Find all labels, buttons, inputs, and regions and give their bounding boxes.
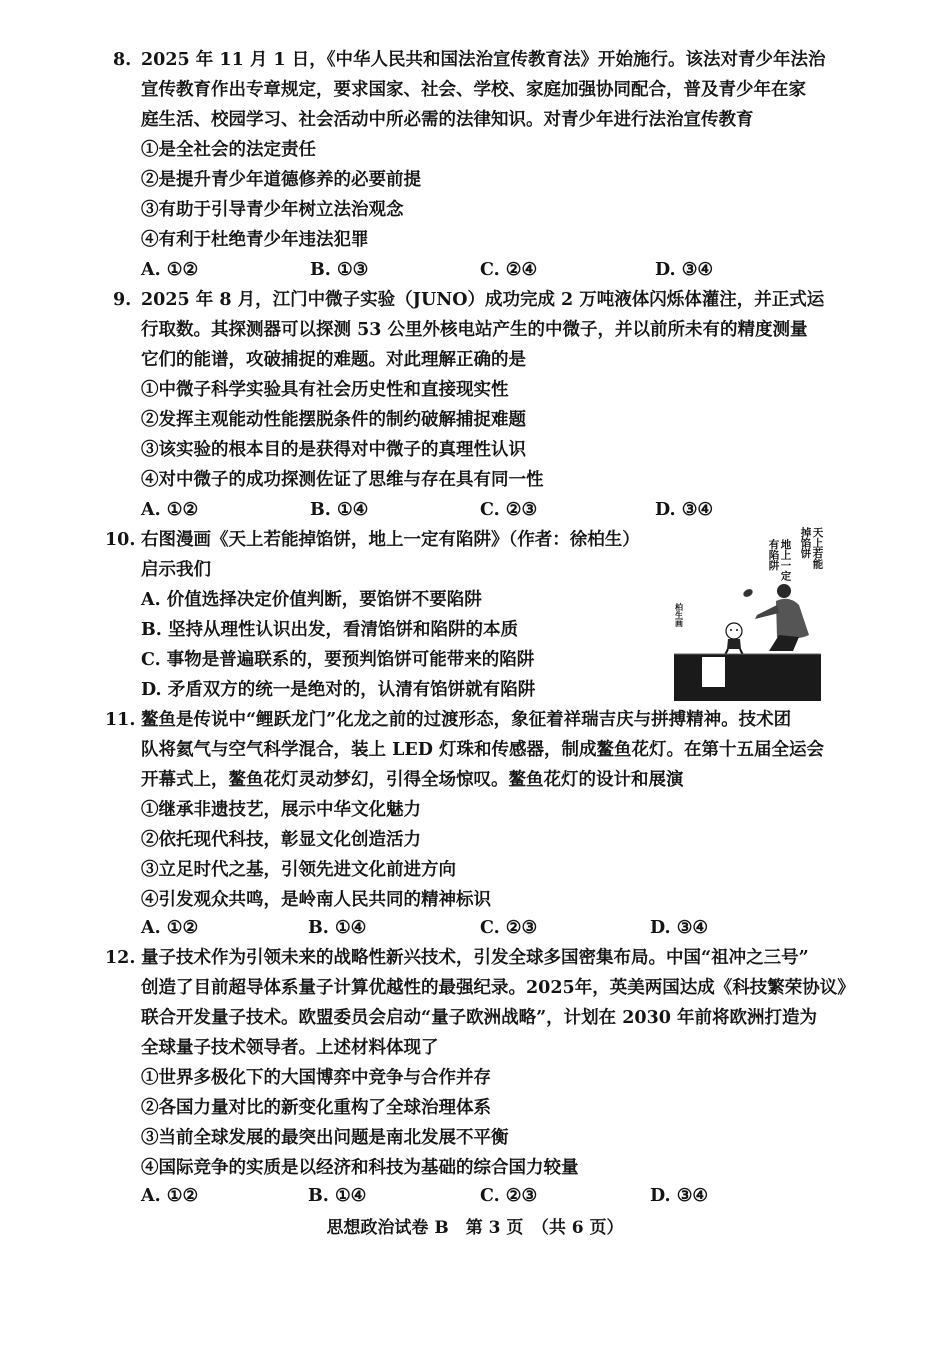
question-number: 10. [105,530,136,550]
choice-a[interactable]: A. 价值选择决定价值判断，要馅饼不要陷阱 [141,590,482,610]
choice-b[interactable]: B. ①④ [310,500,369,520]
choice-c[interactable]: C. 事物是普遍联系的，要预判馅饼可能带来的陷阱 [141,650,535,670]
stem-line: 启示我们 [141,560,211,580]
pit [702,657,725,687]
choice-b[interactable]: B. ①④ [308,1186,367,1206]
choice-d[interactable]: D. 矛盾双方的统一是绝对的，认清有馅饼就有陷阱 [141,680,536,700]
child-figure [725,623,743,655]
stem-line: 创造了目前超导体系量子计算优越性的最强纪录。2025年，英美两国达成《科技繁荣协议》 [141,978,855,998]
cartoon-image [671,523,824,703]
statement: ①中微子科学实验具有社会历史性和直接现实性 [141,380,509,400]
choice-d[interactable]: D. ③④ [655,260,714,280]
statement: ②依托现代科技，彰显文化创造活力 [141,830,421,850]
cartoon-title-col-2: 掉馅饼 [799,527,811,559]
pie-icon [742,587,754,598]
stem-line: 量子技术作为引领未来的战略性新兴技术，引发全球多国密集布局。中国“祖冲之三号” [141,948,809,968]
statement: ④引发观众共鸣，是岭南人民共同的精神标识 [141,890,491,910]
choice-c[interactable]: C. ②③ [480,918,538,938]
statement: ①继承非遗技艺，展示中华文化魅力 [141,800,421,820]
statement: ③有助于引导青少年树立法治观念 [141,200,404,220]
statement: ②是提升青少年道德修养的必要前提 [141,170,421,190]
statement: ①世界多极化下的大国博弈中竞争与合作并存 [141,1068,491,1088]
stem-line: 联合开发量子技术。欧盟委员会启动“量子欧洲战略”，计划在 2030 年前将欧洲打造为 [141,1008,818,1028]
stem-line: 2025 年 8 月，江门中微子实验（JUNO）成功完成 2 万吨液体闪烁体灌注，并正式运 [141,290,825,310]
statement: ③该实验的根本目的是获得对中微子的真理性认识 [141,440,526,460]
choice-c[interactable]: C. ②③ [480,1186,538,1206]
statement: ②发挥主观能动性能摆脱条件的制约破解捕捉难题 [141,410,526,430]
choice-d[interactable]: D. ③④ [655,500,714,520]
choice-a[interactable]: A. ①② [141,500,199,520]
stem-line: 行取数。其探测器可以探测 53 公里外核电站产生的中微子，并以前所未有的精度测量 [141,320,808,340]
page-footer: 思想政治试卷 B 第 3 页 （共 6 页） [326,1218,624,1238]
stem-line: 它们的能谱，攻破捕捉的难题。对此理解正确的是 [141,350,526,370]
stem-line: 开幕式上，鳌鱼花灯灵动梦幻，引得全场惊叹。鳌鱼花灯的设计和展演 [141,770,684,790]
choice-b[interactable]: B. ①④ [308,918,367,938]
statement: ④有利于杜绝青少年违法犯罪 [141,230,369,250]
choice-c[interactable]: C. ②③ [480,500,538,520]
cartoon-title-col-1: 天上若能 [811,527,823,569]
stem-line: 宣传教育作出专章规定，要求国家、社会、学校、家庭加强协同配合，普及青少年在家 [141,80,806,100]
choice-b[interactable]: B. ①③ [310,260,369,280]
question-number: 11. [105,710,136,730]
question-number: 8. [113,50,132,70]
cartoon-title-col-3: 地上一定 [779,539,791,581]
stem-line: 队将氦气与空气科学混合，装上 LED 灯珠和传感器，制成鳌鱼花灯。在第十五届全运会 [141,740,825,760]
statement: ③当前全球发展的最突出问题是南北发展不平衡 [141,1128,509,1148]
statement: ④国际竞争的实质是以经济和科技为基础的综合国力较量 [141,1158,579,1178]
choice-c[interactable]: C. ②④ [480,260,538,280]
stem-line: 全球量子技术领导者。上述材料体现了 [141,1038,439,1058]
stem-line: 庭生活、校园学习、社会活动中所必需的法律知识。对青少年进行法治宣传教育 [141,110,754,130]
choice-d[interactable]: D. ③④ [650,1186,709,1206]
stem-line: 2025 年 11 月 1 日，《中华人民共和国法治宣传教育法》开始施行。该法对青少年法治 [141,50,826,70]
adult-figure [755,584,809,651]
statement: ②各国力量对比的新变化重构了全球治理体系 [141,1098,491,1118]
statement: ③立足时代之基，引领先进文化前进方向 [141,860,456,880]
statement: ④对中微子的成功探测佐证了思维与存在具有同一性 [141,470,544,490]
ground-block [674,654,821,701]
choice-a[interactable]: A. ①② [141,918,199,938]
stem-line: 鳌鱼是传说中“鲤跃龙门”化龙之前的过渡形态，象征着祥瑞吉庆与拼搏精神。技术团 [141,710,792,730]
choice-b[interactable]: B. 坚持从理性认识出发，看清馅饼和陷阱的本质 [141,620,518,640]
question-number: 12. [105,948,136,968]
question-number: 9. [113,290,132,310]
choice-a[interactable]: A. ①② [141,1186,199,1206]
cartoon-title-col-4: 有陷阱 [767,539,779,571]
cartoon-signature: 柏生画 [674,603,684,627]
stem-line: 右图漫画《天上若能掉馅饼，地上一定有陷阱》（作者：徐柏生） [141,530,640,550]
statement: ①是全社会的法定责任 [141,140,316,160]
choice-a[interactable]: A. ①② [141,260,199,280]
choice-d[interactable]: D. ③④ [650,918,709,938]
